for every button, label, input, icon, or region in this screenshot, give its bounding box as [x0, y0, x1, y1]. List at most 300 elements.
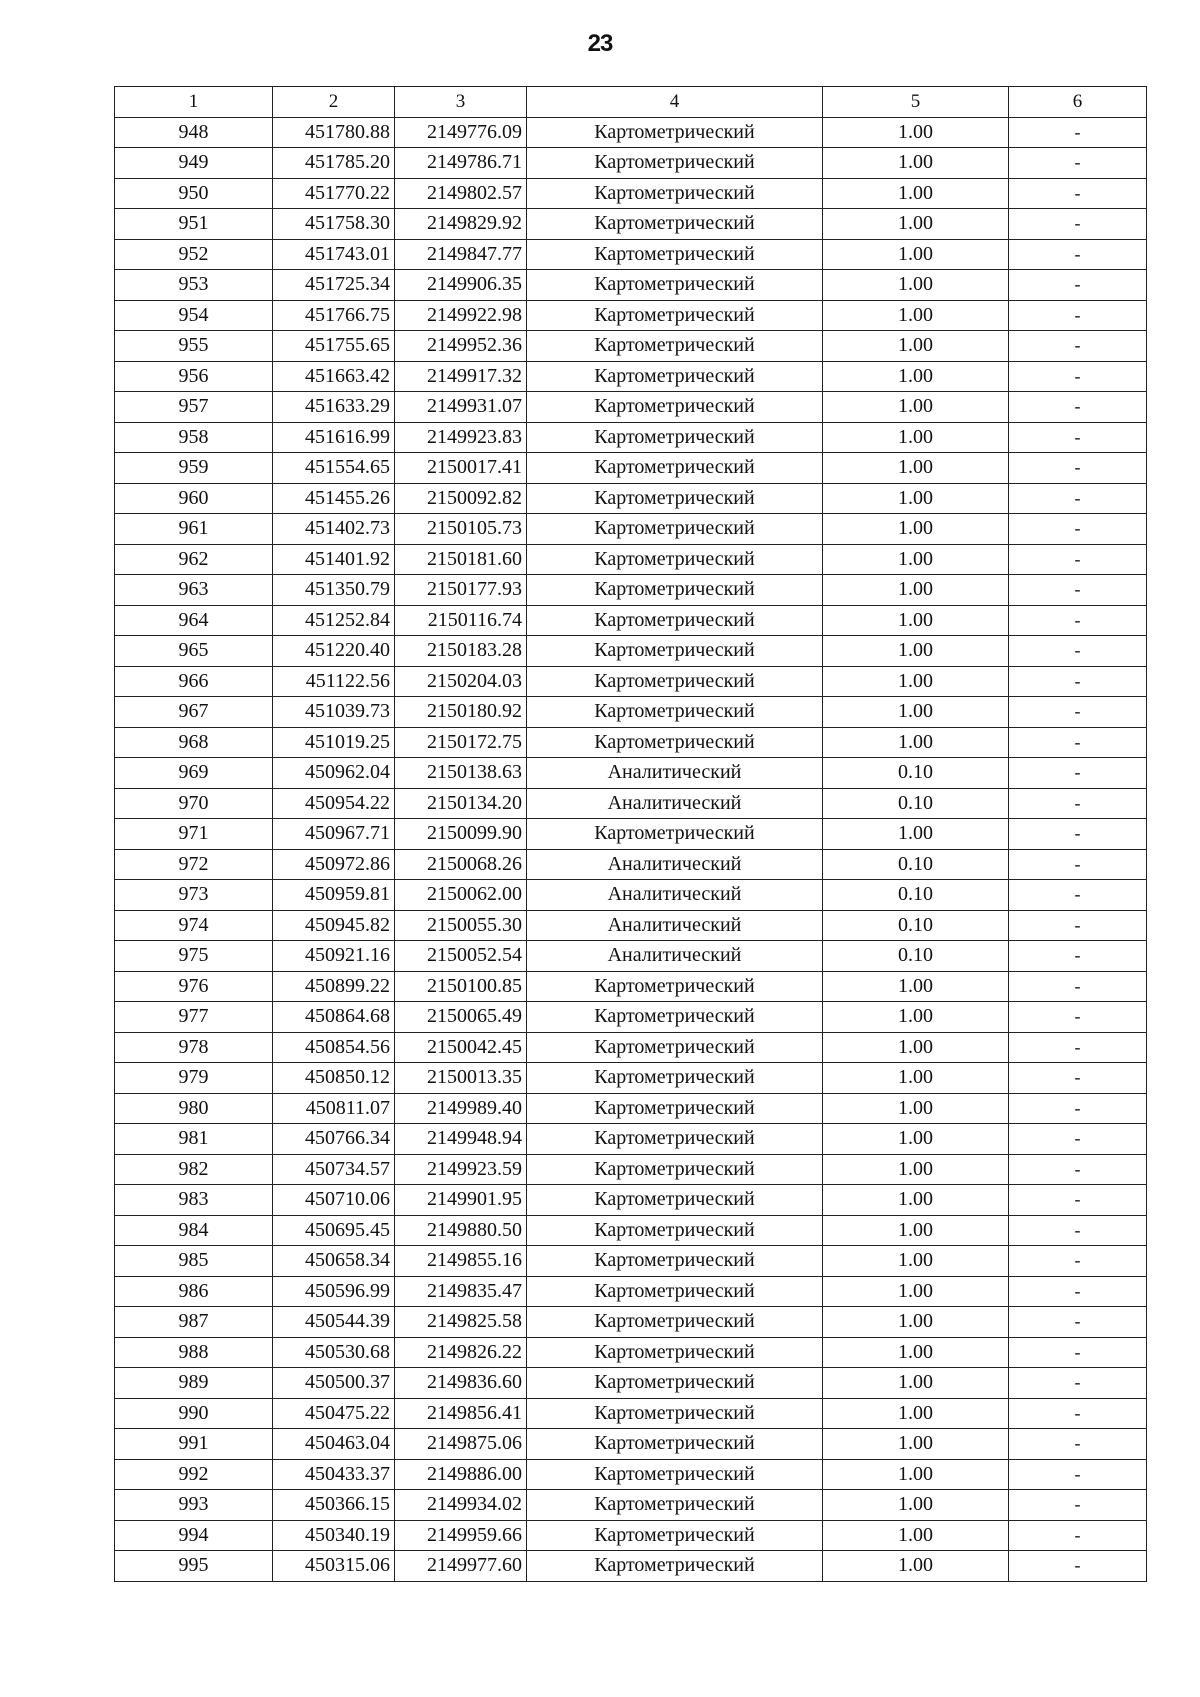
table-row — [115, 788, 1147, 819]
table-row — [115, 1337, 1147, 1368]
note-cell: - — [1009, 1002, 1147, 1033]
y-coordinate-cell: 2149825.58 — [395, 1307, 527, 1338]
table-row — [115, 514, 1147, 545]
point-number-cell: 963 — [115, 575, 273, 606]
note-cell: - — [1009, 483, 1147, 514]
table-row — [115, 270, 1147, 301]
table-row — [115, 239, 1147, 270]
point-number-cell: 981 — [115, 1124, 273, 1155]
column-header-5: 5 — [823, 87, 1009, 118]
note-cell: - — [1009, 544, 1147, 575]
method-cell: Аналитический — [527, 880, 823, 911]
table-row — [115, 453, 1147, 484]
x-coordinate-cell: 450766.34 — [273, 1124, 395, 1155]
y-coordinate-cell: 2149952.36 — [395, 331, 527, 362]
point-number-cell: 970 — [115, 788, 273, 819]
column-header-1: 1 — [115, 87, 273, 118]
note-cell: - — [1009, 1032, 1147, 1063]
point-number-cell: 985 — [115, 1246, 273, 1277]
note-cell: - — [1009, 605, 1147, 636]
x-coordinate-cell: 451122.56 — [273, 666, 395, 697]
table-row — [115, 1185, 1147, 1216]
y-coordinate-cell: 2150013.35 — [395, 1063, 527, 1094]
x-coordinate-cell: 450850.12 — [273, 1063, 395, 1094]
note-cell: - — [1009, 148, 1147, 179]
note-cell: - — [1009, 941, 1147, 972]
note-cell: - — [1009, 300, 1147, 331]
method-cell: Картометрический — [527, 483, 823, 514]
x-coordinate-cell: 450811.07 — [273, 1093, 395, 1124]
table-row — [115, 483, 1147, 514]
y-coordinate-cell: 2150180.92 — [395, 697, 527, 728]
method-cell: Картометрический — [527, 1093, 823, 1124]
x-coordinate-cell: 451252.84 — [273, 605, 395, 636]
method-cell: Картометрический — [527, 1337, 823, 1368]
note-cell: - — [1009, 422, 1147, 453]
accuracy-cell: 1.00 — [823, 1490, 1009, 1521]
point-number-cell: 964 — [115, 605, 273, 636]
method-cell: Картометрический — [527, 636, 823, 667]
method-cell: Картометрический — [527, 178, 823, 209]
x-coordinate-cell: 451780.88 — [273, 117, 395, 148]
method-cell: Картометрический — [527, 1032, 823, 1063]
method-cell: Картометрический — [527, 1276, 823, 1307]
x-coordinate-cell: 450475.22 — [273, 1398, 395, 1429]
point-number-cell: 971 — [115, 819, 273, 850]
accuracy-cell: 1.00 — [823, 727, 1009, 758]
accuracy-cell: 0.10 — [823, 758, 1009, 789]
accuracy-cell: 1.00 — [823, 1337, 1009, 1368]
accuracy-cell: 1.00 — [823, 453, 1009, 484]
note-cell: - — [1009, 1307, 1147, 1338]
column-header-2: 2 — [273, 87, 395, 118]
accuracy-cell: 1.00 — [823, 1307, 1009, 1338]
note-cell: - — [1009, 1398, 1147, 1429]
x-coordinate-cell: 450710.06 — [273, 1185, 395, 1216]
x-coordinate-cell: 451758.30 — [273, 209, 395, 240]
accuracy-cell: 1.00 — [823, 1215, 1009, 1246]
point-number-cell: 982 — [115, 1154, 273, 1185]
note-cell: - — [1009, 453, 1147, 484]
table-row — [115, 1459, 1147, 1490]
x-coordinate-cell: 450921.16 — [273, 941, 395, 972]
accuracy-cell: 1.00 — [823, 1398, 1009, 1429]
x-coordinate-cell: 450658.34 — [273, 1246, 395, 1277]
point-number-cell: 991 — [115, 1429, 273, 1460]
method-cell: Картометрический — [527, 1215, 823, 1246]
point-number-cell: 979 — [115, 1063, 273, 1094]
note-cell: - — [1009, 1551, 1147, 1582]
x-coordinate-cell: 451743.01 — [273, 239, 395, 270]
x-coordinate-cell: 451350.79 — [273, 575, 395, 606]
point-number-cell: 951 — [115, 209, 273, 240]
point-number-cell: 993 — [115, 1490, 273, 1521]
method-cell: Картометрический — [527, 727, 823, 758]
x-coordinate-cell: 450500.37 — [273, 1368, 395, 1399]
method-cell: Картометрический — [527, 514, 823, 545]
note-cell: - — [1009, 758, 1147, 789]
y-coordinate-cell: 2150062.00 — [395, 880, 527, 911]
accuracy-cell: 1.00 — [823, 544, 1009, 575]
method-cell: Аналитический — [527, 849, 823, 880]
method-cell: Картометрический — [527, 819, 823, 850]
accuracy-cell: 0.10 — [823, 910, 1009, 941]
table-row — [115, 1490, 1147, 1521]
method-cell: Картометрический — [527, 1490, 823, 1521]
method-cell: Картометрический — [527, 605, 823, 636]
y-coordinate-cell: 2150099.90 — [395, 819, 527, 850]
x-coordinate-cell: 451755.65 — [273, 331, 395, 362]
y-coordinate-cell: 2149923.83 — [395, 422, 527, 453]
accuracy-cell: 1.00 — [823, 1246, 1009, 1277]
point-number-cell: 977 — [115, 1002, 273, 1033]
point-number-cell: 957 — [115, 392, 273, 423]
accuracy-cell: 1.00 — [823, 1093, 1009, 1124]
point-number-cell: 954 — [115, 300, 273, 331]
x-coordinate-cell: 450340.19 — [273, 1520, 395, 1551]
x-coordinate-cell: 451220.40 — [273, 636, 395, 667]
method-cell: Картометрический — [527, 209, 823, 240]
column-header-6: 6 — [1009, 87, 1147, 118]
note-cell: - — [1009, 788, 1147, 819]
table-row — [115, 605, 1147, 636]
table-row — [115, 361, 1147, 392]
y-coordinate-cell: 2150134.20 — [395, 788, 527, 819]
table-row — [115, 636, 1147, 667]
method-cell: Картометрический — [527, 1429, 823, 1460]
table-row — [115, 1124, 1147, 1155]
table-row — [115, 1002, 1147, 1033]
point-number-cell: 956 — [115, 361, 273, 392]
note-cell: - — [1009, 1215, 1147, 1246]
x-coordinate-cell: 451455.26 — [273, 483, 395, 514]
method-cell: Картометрический — [527, 544, 823, 575]
accuracy-cell: 1.00 — [823, 819, 1009, 850]
table-row — [115, 971, 1147, 1002]
method-cell: Картометрический — [527, 331, 823, 362]
y-coordinate-cell: 2149776.09 — [395, 117, 527, 148]
note-cell: - — [1009, 239, 1147, 270]
accuracy-cell: 1.00 — [823, 270, 1009, 301]
note-cell: - — [1009, 1063, 1147, 1094]
x-coordinate-cell: 450954.22 — [273, 788, 395, 819]
x-coordinate-cell: 451401.92 — [273, 544, 395, 575]
point-number-cell: 950 — [115, 178, 273, 209]
note-cell: - — [1009, 117, 1147, 148]
note-cell: - — [1009, 1459, 1147, 1490]
table-row — [115, 331, 1147, 362]
accuracy-cell: 1.00 — [823, 1185, 1009, 1216]
method-cell: Картометрический — [527, 666, 823, 697]
table-row — [115, 148, 1147, 179]
page-number: 23 — [587, 30, 613, 57]
y-coordinate-cell: 2150177.93 — [395, 575, 527, 606]
x-coordinate-cell: 450854.56 — [273, 1032, 395, 1063]
x-coordinate-cell: 450972.86 — [273, 849, 395, 880]
accuracy-cell: 1.00 — [823, 422, 1009, 453]
y-coordinate-cell: 2150116.74 — [395, 605, 527, 636]
x-coordinate-cell: 450959.81 — [273, 880, 395, 911]
point-number-cell: 986 — [115, 1276, 273, 1307]
y-coordinate-cell: 2149836.60 — [395, 1368, 527, 1399]
method-cell: Картометрический — [527, 422, 823, 453]
x-coordinate-cell: 451766.75 — [273, 300, 395, 331]
accuracy-cell: 1.00 — [823, 300, 1009, 331]
point-number-cell: 960 — [115, 483, 273, 514]
y-coordinate-cell: 2150181.60 — [395, 544, 527, 575]
point-number-cell: 976 — [115, 971, 273, 1002]
table-row — [115, 1276, 1147, 1307]
note-cell: - — [1009, 209, 1147, 240]
table-row — [115, 1063, 1147, 1094]
y-coordinate-cell: 2150042.45 — [395, 1032, 527, 1063]
note-cell: - — [1009, 270, 1147, 301]
x-coordinate-cell: 450315.06 — [273, 1551, 395, 1582]
accuracy-cell: 1.00 — [823, 971, 1009, 1002]
accuracy-cell: 0.10 — [823, 880, 1009, 911]
point-number-cell: 980 — [115, 1093, 273, 1124]
accuracy-cell: 1.00 — [823, 1124, 1009, 1155]
x-coordinate-cell: 450596.99 — [273, 1276, 395, 1307]
method-cell: Картометрический — [527, 1002, 823, 1033]
x-coordinate-cell: 450734.57 — [273, 1154, 395, 1185]
method-cell: Картометрический — [527, 971, 823, 1002]
method-cell: Картометрический — [527, 1368, 823, 1399]
y-coordinate-cell: 2149923.59 — [395, 1154, 527, 1185]
accuracy-cell: 1.00 — [823, 178, 1009, 209]
x-coordinate-cell: 450967.71 — [273, 819, 395, 850]
accuracy-cell: 1.00 — [823, 1154, 1009, 1185]
y-coordinate-cell: 2150105.73 — [395, 514, 527, 545]
point-number-cell: 973 — [115, 880, 273, 911]
table-row — [115, 1307, 1147, 1338]
y-coordinate-cell: 2149934.02 — [395, 1490, 527, 1521]
note-cell: - — [1009, 1368, 1147, 1399]
accuracy-cell: 1.00 — [823, 1063, 1009, 1094]
point-number-cell: 961 — [115, 514, 273, 545]
column-header-3: 3 — [395, 87, 527, 118]
note-cell: - — [1009, 1429, 1147, 1460]
x-coordinate-cell: 450899.22 — [273, 971, 395, 1002]
x-coordinate-cell: 451039.73 — [273, 697, 395, 728]
y-coordinate-cell: 2150204.03 — [395, 666, 527, 697]
y-coordinate-cell: 2150052.54 — [395, 941, 527, 972]
method-cell: Картометрический — [527, 1398, 823, 1429]
method-cell: Картометрический — [527, 1063, 823, 1094]
accuracy-cell: 1.00 — [823, 697, 1009, 728]
table-row — [115, 544, 1147, 575]
y-coordinate-cell: 2150065.49 — [395, 1002, 527, 1033]
method-cell: Картометрический — [527, 300, 823, 331]
accuracy-cell: 0.10 — [823, 849, 1009, 880]
note-cell: - — [1009, 1124, 1147, 1155]
y-coordinate-cell: 2149917.32 — [395, 361, 527, 392]
table-row — [115, 392, 1147, 423]
note-cell: - — [1009, 849, 1147, 880]
x-coordinate-cell: 451725.34 — [273, 270, 395, 301]
accuracy-cell: 1.00 — [823, 605, 1009, 636]
table-row — [115, 1154, 1147, 1185]
note-cell: - — [1009, 514, 1147, 545]
y-coordinate-cell: 2149977.60 — [395, 1551, 527, 1582]
y-coordinate-cell: 2149802.57 — [395, 178, 527, 209]
point-number-cell: 983 — [115, 1185, 273, 1216]
note-cell: - — [1009, 331, 1147, 362]
x-coordinate-cell: 451785.20 — [273, 148, 395, 179]
y-coordinate-cell: 2149786.71 — [395, 148, 527, 179]
point-number-cell: 949 — [115, 148, 273, 179]
note-cell: - — [1009, 575, 1147, 606]
note-cell: - — [1009, 178, 1147, 209]
point-number-cell: 990 — [115, 1398, 273, 1429]
y-coordinate-cell: 2149931.07 — [395, 392, 527, 423]
note-cell: - — [1009, 1276, 1147, 1307]
x-coordinate-cell: 451770.22 — [273, 178, 395, 209]
point-number-cell: 992 — [115, 1459, 273, 1490]
method-cell: Картометрический — [527, 1246, 823, 1277]
y-coordinate-cell: 2150100.85 — [395, 971, 527, 1002]
accuracy-cell: 1.00 — [823, 1276, 1009, 1307]
y-coordinate-cell: 2149901.95 — [395, 1185, 527, 1216]
point-number-cell: 952 — [115, 239, 273, 270]
point-number-cell: 984 — [115, 1215, 273, 1246]
point-number-cell: 962 — [115, 544, 273, 575]
note-cell: - — [1009, 1490, 1147, 1521]
table-row — [115, 300, 1147, 331]
point-number-cell: 989 — [115, 1368, 273, 1399]
table-header-row — [115, 87, 1147, 118]
table-row — [115, 910, 1147, 941]
x-coordinate-cell: 450463.04 — [273, 1429, 395, 1460]
table-row — [115, 575, 1147, 606]
y-coordinate-cell: 2149875.06 — [395, 1429, 527, 1460]
x-coordinate-cell: 450433.37 — [273, 1459, 395, 1490]
point-number-cell: 965 — [115, 636, 273, 667]
table-row — [115, 1093, 1147, 1124]
accuracy-cell: 1.00 — [823, 1032, 1009, 1063]
table-row — [115, 697, 1147, 728]
point-number-cell: 987 — [115, 1307, 273, 1338]
table-row — [115, 758, 1147, 789]
y-coordinate-cell: 2150055.30 — [395, 910, 527, 941]
table-row — [115, 849, 1147, 880]
accuracy-cell: 1.00 — [823, 1368, 1009, 1399]
method-cell: Аналитический — [527, 941, 823, 972]
point-number-cell: 959 — [115, 453, 273, 484]
table-row — [115, 1215, 1147, 1246]
method-cell: Картометрический — [527, 270, 823, 301]
note-cell: - — [1009, 1093, 1147, 1124]
accuracy-cell: 1.00 — [823, 1551, 1009, 1582]
point-number-cell: 978 — [115, 1032, 273, 1063]
note-cell: - — [1009, 636, 1147, 667]
note-cell: - — [1009, 361, 1147, 392]
x-coordinate-cell: 451402.73 — [273, 514, 395, 545]
note-cell: - — [1009, 727, 1147, 758]
point-number-cell: 967 — [115, 697, 273, 728]
note-cell: - — [1009, 1246, 1147, 1277]
method-cell: Картометрический — [527, 1124, 823, 1155]
accuracy-cell: 1.00 — [823, 575, 1009, 606]
accuracy-cell: 1.00 — [823, 392, 1009, 423]
accuracy-cell: 1.00 — [823, 666, 1009, 697]
y-coordinate-cell: 2149826.22 — [395, 1337, 527, 1368]
note-cell: - — [1009, 819, 1147, 850]
point-number-cell: 975 — [115, 941, 273, 972]
method-cell: Картометрический — [527, 697, 823, 728]
note-cell: - — [1009, 666, 1147, 697]
column-header-4: 4 — [527, 87, 823, 118]
table-row — [115, 178, 1147, 209]
accuracy-cell: 0.10 — [823, 941, 1009, 972]
y-coordinate-cell: 2150138.63 — [395, 758, 527, 789]
y-coordinate-cell: 2149856.41 — [395, 1398, 527, 1429]
y-coordinate-cell: 2149948.94 — [395, 1124, 527, 1155]
y-coordinate-cell: 2150092.82 — [395, 483, 527, 514]
table-row — [115, 1032, 1147, 1063]
point-number-cell: 968 — [115, 727, 273, 758]
accuracy-cell: 1.00 — [823, 1520, 1009, 1551]
table-row — [115, 880, 1147, 911]
point-number-cell: 988 — [115, 1337, 273, 1368]
x-coordinate-cell: 451554.65 — [273, 453, 395, 484]
y-coordinate-cell: 2149959.66 — [395, 1520, 527, 1551]
table-row — [115, 1246, 1147, 1277]
accuracy-cell: 1.00 — [823, 209, 1009, 240]
accuracy-cell: 1.00 — [823, 483, 1009, 514]
accuracy-cell: 1.00 — [823, 239, 1009, 270]
note-cell: - — [1009, 880, 1147, 911]
x-coordinate-cell: 450530.68 — [273, 1337, 395, 1368]
x-coordinate-cell: 450366.15 — [273, 1490, 395, 1521]
table-row — [115, 941, 1147, 972]
x-coordinate-cell: 450945.82 — [273, 910, 395, 941]
method-cell: Картометрический — [527, 392, 823, 423]
table-body — [115, 117, 1147, 1581]
point-number-cell: 994 — [115, 1520, 273, 1551]
method-cell: Аналитический — [527, 910, 823, 941]
method-cell: Картометрический — [527, 361, 823, 392]
accuracy-cell: 0.10 — [823, 788, 1009, 819]
x-coordinate-cell: 451663.42 — [273, 361, 395, 392]
method-cell: Картометрический — [527, 1459, 823, 1490]
note-cell: - — [1009, 1154, 1147, 1185]
table-row — [115, 819, 1147, 850]
table-row — [115, 1551, 1147, 1582]
x-coordinate-cell: 450695.45 — [273, 1215, 395, 1246]
point-number-cell: 955 — [115, 331, 273, 362]
method-cell: Картометрический — [527, 117, 823, 148]
y-coordinate-cell: 2149989.40 — [395, 1093, 527, 1124]
accuracy-cell: 1.00 — [823, 148, 1009, 179]
point-number-cell: 995 — [115, 1551, 273, 1582]
point-number-cell: 969 — [115, 758, 273, 789]
y-coordinate-cell: 2149847.77 — [395, 239, 527, 270]
x-coordinate-cell: 451019.25 — [273, 727, 395, 758]
table-row — [115, 727, 1147, 758]
method-cell: Картометрический — [527, 453, 823, 484]
method-cell: Картометрический — [527, 575, 823, 606]
y-coordinate-cell: 2149880.50 — [395, 1215, 527, 1246]
method-cell: Картометрический — [527, 239, 823, 270]
note-cell: - — [1009, 392, 1147, 423]
table-row — [115, 1520, 1147, 1551]
accuracy-cell: 1.00 — [823, 1002, 1009, 1033]
point-number-cell: 972 — [115, 849, 273, 880]
point-number-cell: 958 — [115, 422, 273, 453]
accuracy-cell: 1.00 — [823, 1429, 1009, 1460]
accuracy-cell: 1.00 — [823, 361, 1009, 392]
